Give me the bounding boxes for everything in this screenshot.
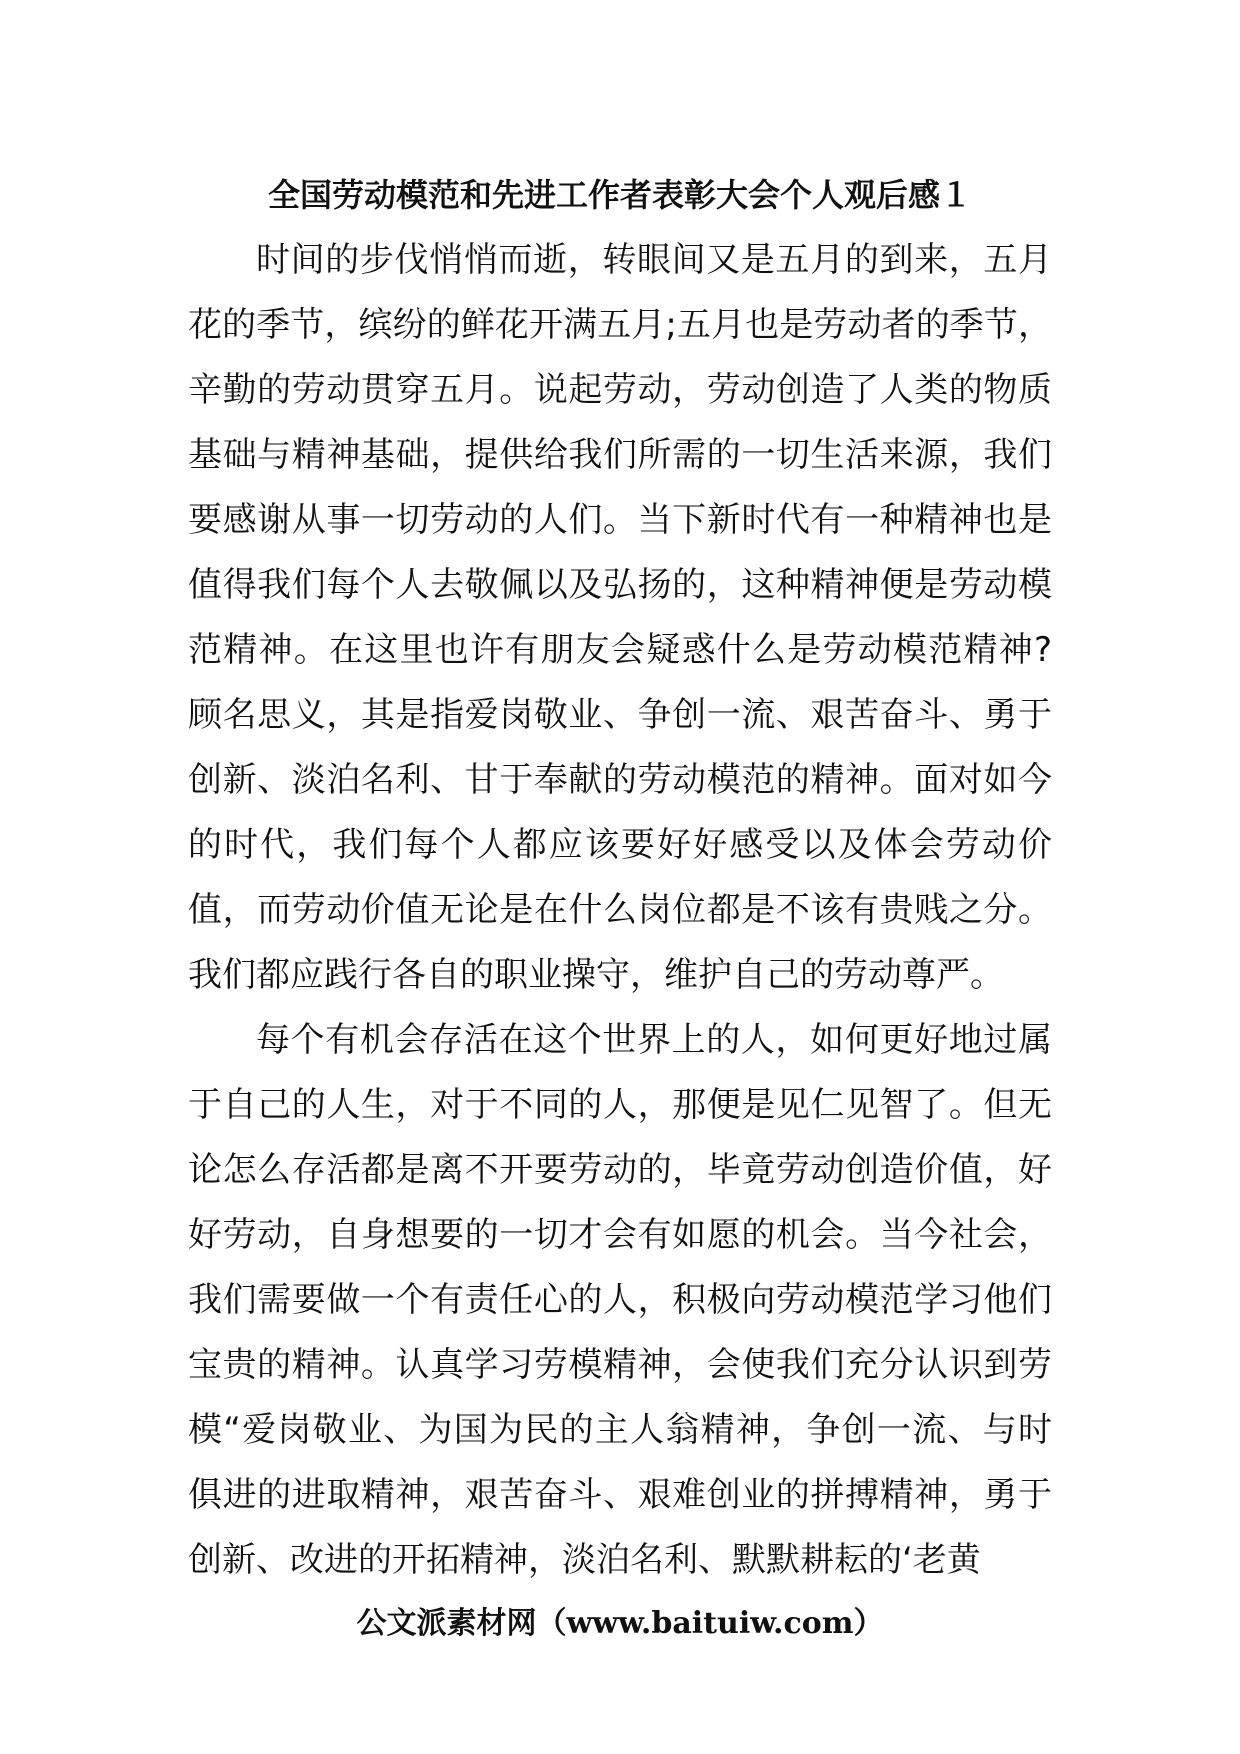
paragraph-2: 每个有机会存活在这个世界上的人，如何更好地过属于自己的人生，对于不同的人，那便是见仁见智了。但无论怎么存活都是离不开要劳动的，毕竟劳动创造价值，好好劳动，自身想要的一切才会有如愿的机会。当今社会，我们需要做一个有责任心的人，积极向劳动模范学习他们宝贵的精神。认真学习劳模精神，会使我们充分认识到劳模“爱岗敬业、为国为民的主人翁精神，争创一流、与时俱进的进取精神，艰苦奋斗、艰难创业的拼搏精神，勇于创新、改进的开拓精神，淡泊名利、默默耕耘的‘老黄 [188, 1020, 1052, 1580]
footer-source-label: 公文派素材网（www.baituiw.com） [356, 1606, 884, 1641]
paragraph-1: 时间的步伐悄悄而逝，转眼间又是五月的到来，五月花的季节，缤纷的鲜花开满五月;五月也是劳动者的季节，辛勤的劳动贯穿五月。说起劳动，劳动创造了人类的物质基础与精神基础，提供给我们所需的一切生活来源，我们要感谢从事一切劳动的人们。当下新时代有一种精神也是值得我们每个人去敬佩以及弘扬的，这种精神便是劳动模范精神。在这里也许有朋友会疑惑什么是劳动模范精神?顾名思义，其是指爱岗敬业、争创一流、艰苦奋斗、勇于创新、淡泊名利、甘于奉献的劳动模范的精神。面对如今的时代，我们每个人都应该要好好感受以及体会劳动价值，而劳动价值无论是在什么岗位都是不该有贵贱之分。我们都应践行各自的职业操守，维护自己的劳动尊严。 [188, 240, 1052, 995]
document-body [188, 228, 1052, 1593]
document-title: 全国劳动模范和先进工作者表彰大会个人观后感１ [267, 176, 972, 214]
